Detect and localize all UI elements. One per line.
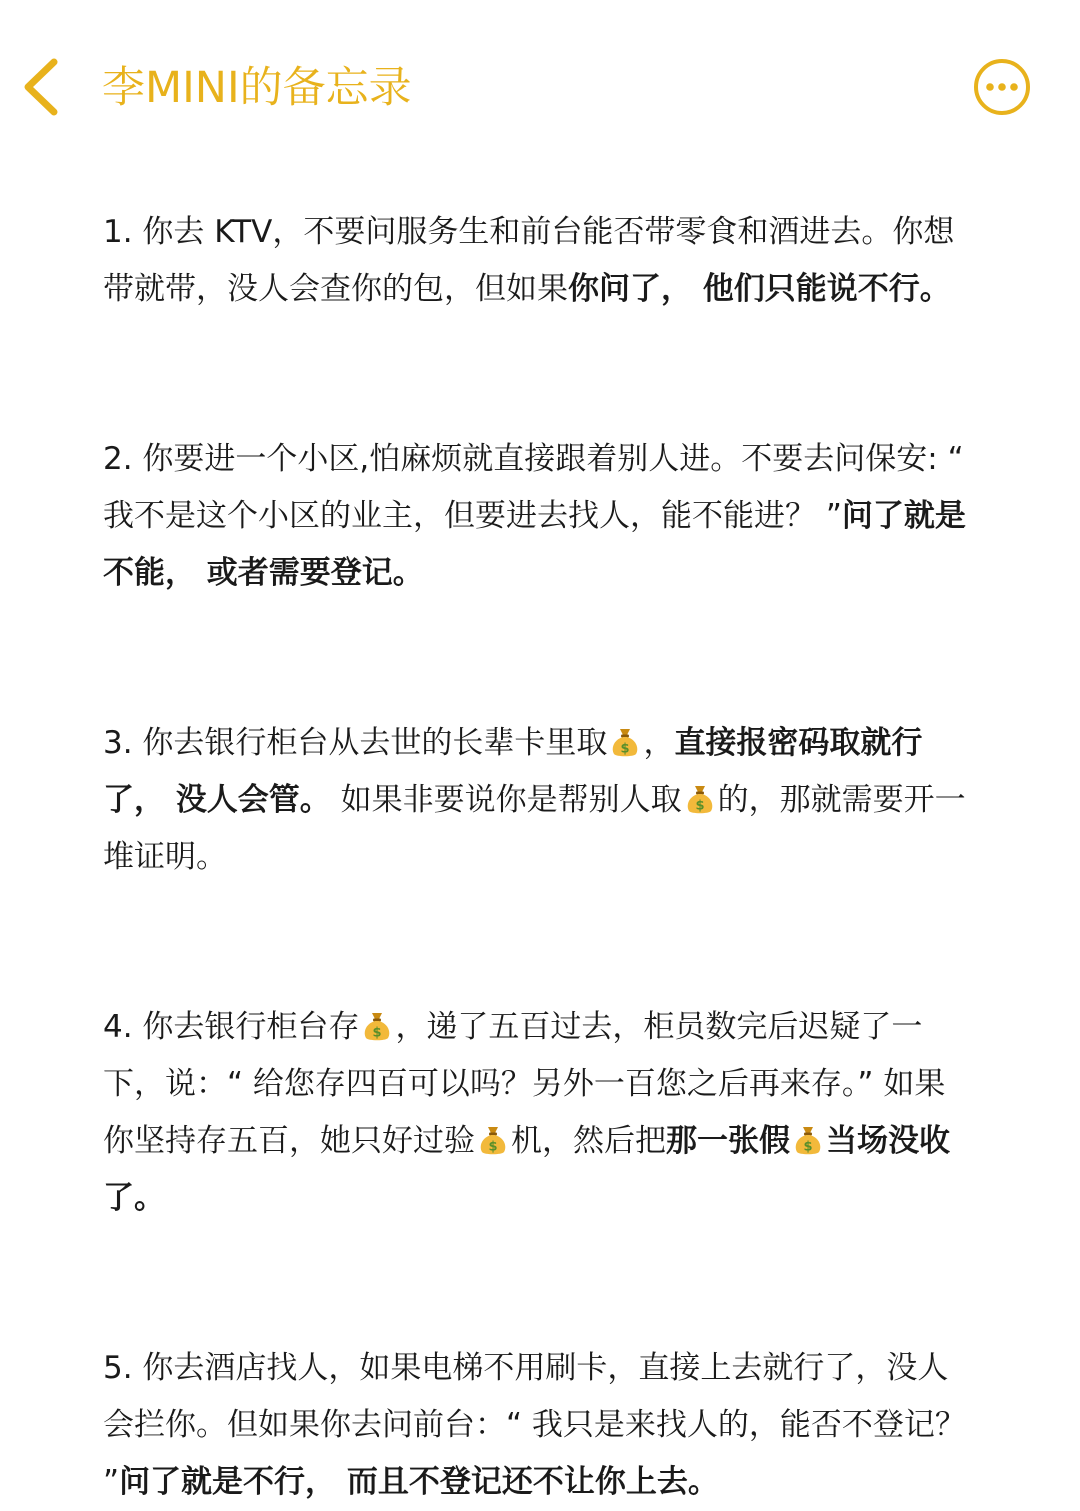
- svg-text:$: $: [695, 798, 705, 814]
- note-item: [103, 431, 973, 602]
- note-text-bold: 当场没收了。: [103, 1123, 950, 1216]
- note-item: [103, 204, 973, 318]
- note-text-bold: 问了就是不能， 或者需要登记。: [103, 498, 966, 591]
- money-bag-icon: [683, 782, 717, 816]
- note-item: [103, 999, 973, 1227]
- note-text: 4. 你去银行柜台存: [103, 1009, 360, 1045]
- more-horizontal-icon: [973, 58, 1031, 116]
- page-title: 李MINI的备忘录: [102, 63, 412, 113]
- note-text: ，: [643, 725, 675, 761]
- note-text: 如果非要说你是帮别人取: [330, 782, 682, 818]
- header-bar: [0, 0, 1080, 180]
- svg-text:$: $: [620, 741, 630, 757]
- note-text-bold: 问了就是不行， 而且不登记还不让你上去。: [119, 1464, 719, 1500]
- svg-text:$: $: [488, 1139, 498, 1155]
- note-text: 的，那就需要开一堆证明。: [103, 782, 966, 875]
- money-bag-icon: [476, 1123, 510, 1157]
- note-text-bold: 那一张假: [666, 1123, 790, 1159]
- svg-text:$: $: [372, 1025, 382, 1041]
- more-button[interactable]: [973, 58, 1031, 116]
- note-text-bold: 直接报密码取就行了， 没人会管。: [103, 725, 923, 818]
- note-text: 3. 你去银行柜台从去世的长辈卡里取: [103, 725, 608, 761]
- back-button[interactable]: [14, 52, 70, 122]
- note-item: [103, 1340, 973, 1511]
- note-text: ，递了五百过去，柜员数完后迟疑了一下，说：“ 给您存四百可以吗？另外一百您之后再来存。” 如果你坚持存五百，她只好过验: [103, 1009, 946, 1159]
- note-text: 5. 你去酒店找人，如果电梯不用刷卡，直接上去就行了，没人会拦你。但如果你去问前台：“ 我只是来找人的，能否不登记？ ”: [103, 1350, 966, 1500]
- money-bag-icon: [791, 1123, 825, 1157]
- note-item: [103, 715, 973, 886]
- note-text: 机，然后把: [511, 1123, 666, 1159]
- money-bag-icon: [360, 1009, 394, 1043]
- svg-text:$: $: [803, 1139, 813, 1155]
- chevron-left-icon: [14, 52, 70, 122]
- notes-list: [103, 204, 973, 1511]
- note-text: 1. 你去 KTV，不要问服务生和前台能否带零食和酒进去。你想带就带，没人会查你的包，但如果: [103, 214, 955, 307]
- money-bag-icon: [608, 725, 642, 759]
- note-text: 2. 你要进一个小区,怕麻烦就直接跟着别人进。不要去问保安: “ 我不是这个小区的业主，但要进去找人，能不能进？ ”: [103, 441, 964, 534]
- note-text-bold: 你问了， 他们只能说不行。: [568, 271, 951, 307]
